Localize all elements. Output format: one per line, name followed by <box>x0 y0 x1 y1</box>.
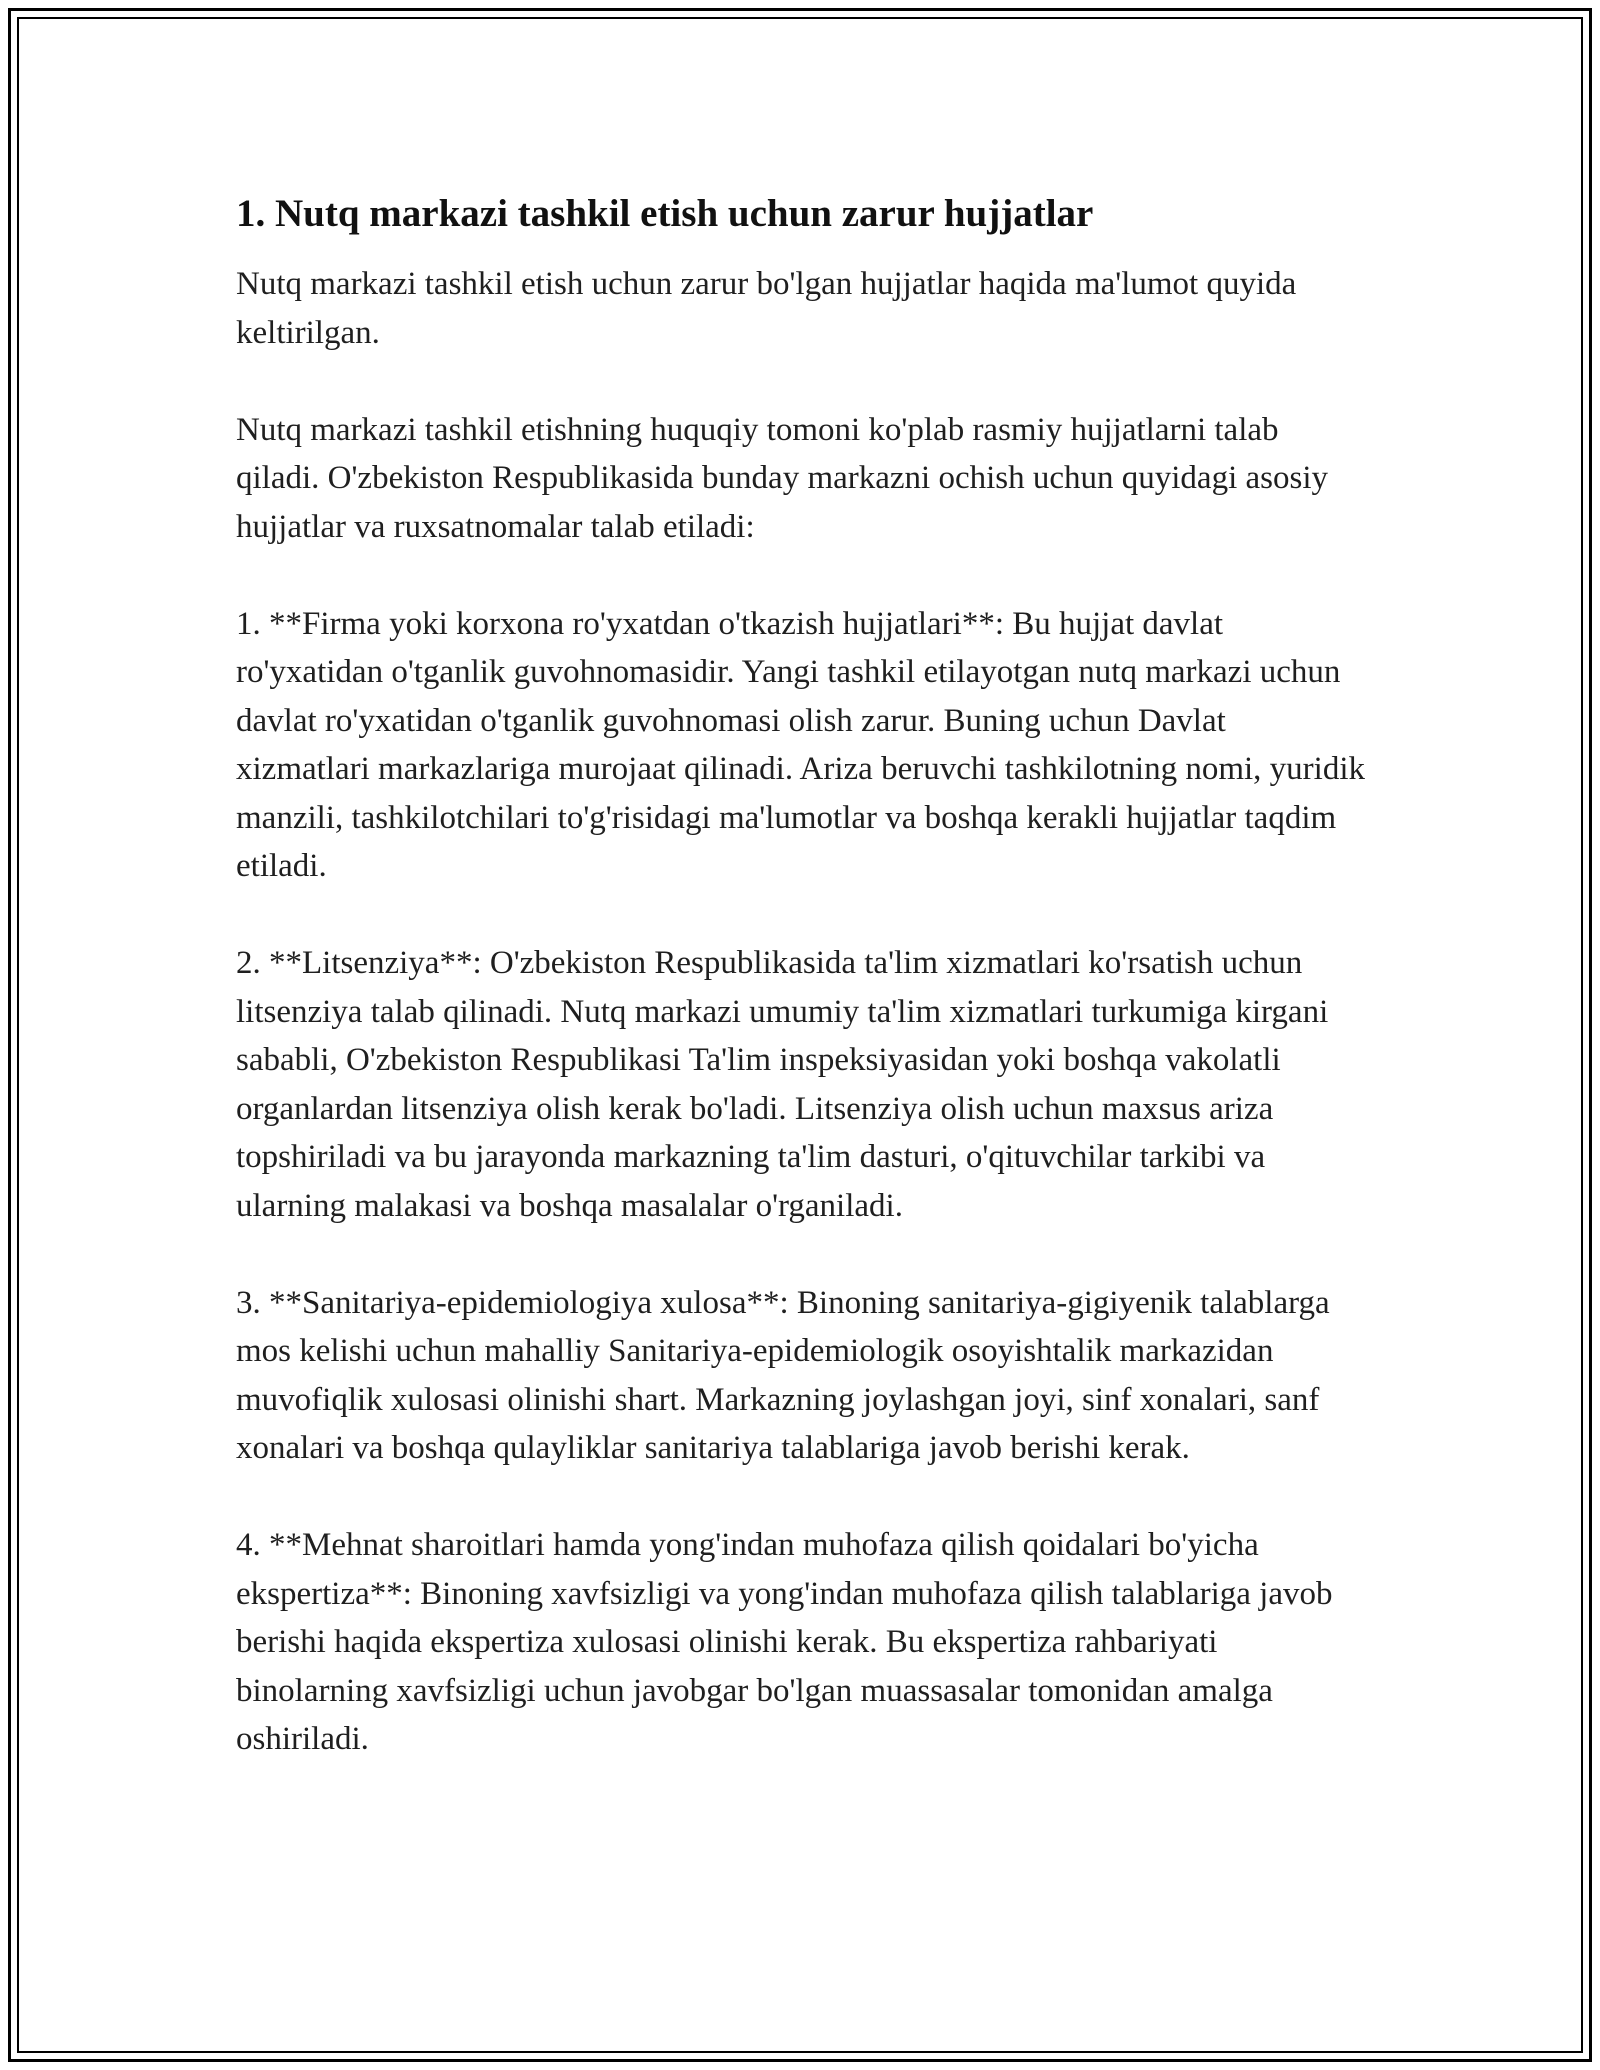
document-page <box>236 188 1366 1764</box>
document-title: 1. Nutq markazi tashkil etish uchun zarur hujjatlar <box>236 192 1094 235</box>
list-item-sanitary: 3. **Sanitariya-epidemiologiya xulosa**: Binoning sanitariya-gigiyenik talablarga mos kelishi uchun mahalliy Sanitariya-epidemiologik osoyishtalik markazidan muvofiqlik xulosasi olinishi shart. Markazning joylashgan joyi, sinf xonalari, sanf xonalari va boshqa qulayliklar sanitariya talablariga javob berishi kerak. <box>236 1284 1330 1466</box>
list-item-registration: 1. **Firma yoki korxona ro'yxatdan o'tkazish hujjatlari**: Bu hujjat davlat ro'yxatidan o'tganlik guvohnomasidir. Yangi tashkil etilayotgan nutq markazi uchun davlat ro'yxatidan o'tganlik guvohnomasi olish zarur. Buning uchun Davlat xizmatlari markazlariga murojaat qilinadi. Ariza beruvchi tashkilotning nomi, yuridik manzili, tashkilotchilari to'g'risidagi ma'lumotlar va boshqa kerakli hujjatlar taqdim etiladi. <box>236 605 1366 884</box>
list-item-license: 2. **Litsenziya**: O'zbekiston Respublikasida ta'lim xizmatlari ko'rsatish uchun litsenziya talab qilinadi. Nutq markazi umumiy ta'lim xizmatlari turkumiga kirgani sababli, O'zbekiston Respublikasi Ta'lim inspeksiyasidan yoki boshqa vakolatli organlardan litsenziya olish kerak bo'ladi. Litsenziya olish uchun maxsus ariza topshiriladi va bu jarayonda markazning ta'lim dasturi, o'qituvchilar tarkibi va ularning malakasi va boshqa masalalar o'rganiladi. <box>236 945 1329 1224</box>
context-paragraph: Nutq markazi tashkil etishning huquqiy tomoni ko'plab rasmiy hujjatlarni talab qiladi. O'zbekiston Respublikasida bunday markazni ochish uchun quyidagi asosiy hujjatlar va ruxsatnomalar talab etiladi: <box>236 411 1328 545</box>
list-item-fire-safety: 4. **Mehnat sharoitlari hamda yong'indan muhofaza qilish qoidalari bo'yicha ekspertiza**: Binoning xavfsizligi va yong'indan muhofaza qilish talablariga javob berishi haqida ekspertiza xulosasi olinishi kerak. Bu ekspertiza rahbariyati binolarning xavfsizligi uchun javobgar bo'lgan muassasalar tomonidan amalga oshiriladi. <box>236 1527 1333 1757</box>
intro-paragraph: Nutq markazi tashkil etish uchun zarur bo'lgan hujjatlar haqida ma'lumot quyida keltirilgan. <box>236 266 1297 351</box>
